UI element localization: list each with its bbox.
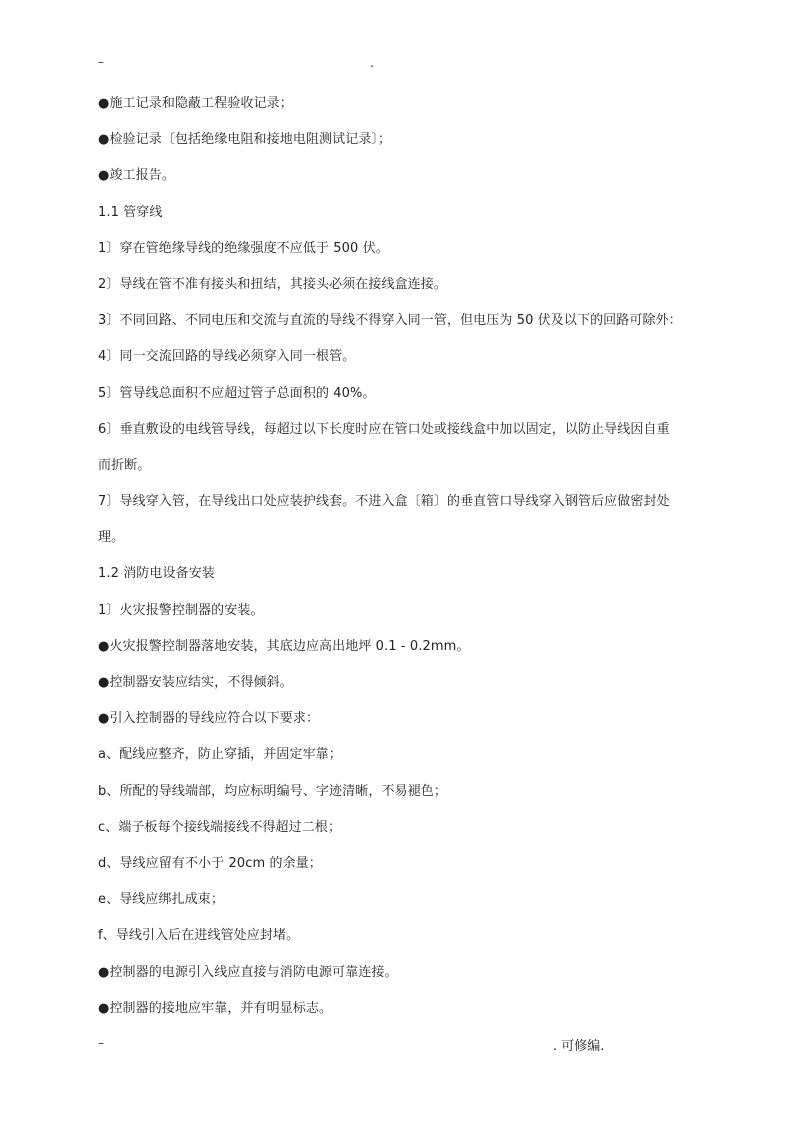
footer-editable-note: . 可修编.	[553, 1039, 605, 1054]
header-left-mark: –	[98, 55, 104, 69]
item-4-ac-circuit: 4〕同一交流回路的导线必须穿入同一根管。	[98, 349, 356, 365]
bullet-construction-records: ●施工记录和隐蔽工程验收记录；	[98, 96, 293, 111]
item-2-no-joints: 2〕导线在管不准有接头和扭结，其接头必须在接线盒连接。	[98, 276, 447, 292]
bullet-floor-mount: ●火灾报警控制器落地安装，其底边应高出地坪 0.1 - 0.2mm。	[98, 638, 470, 654]
item-6-vertical: 6〕垂直敷设的电线管导线，每超过以下长度时应在管口处或接线盒中加以固定，以防止导线因自重	[98, 421, 670, 437]
item-1-controller: 1〕火灾报警控制器的安装。	[98, 602, 264, 618]
item-1-insulation: 1〕穿在管绝缘导线的绝缘强度不应低于 500 伏。	[98, 240, 389, 256]
bullet-inspection-records: ●检验记录〔包括绝缘电阻和接地电阻测试记录〕；	[98, 132, 392, 148]
sub-item-a: a、配线应整齐，防止穿插，并固定牢靠；	[98, 747, 342, 763]
bullet-grounding: ●控制器的接地应牢靠，并有明显标志。	[98, 1000, 333, 1016]
item-6-vertical-cont: 而折断。	[98, 457, 151, 473]
sub-item-e: e、导线应绑扎成束；	[98, 892, 224, 908]
bullet-wire-requirements: ●引入控制器的导线应符合以下要求：	[98, 711, 320, 727]
sub-item-f: f、导线引入后在进线管处应封堵。	[98, 928, 300, 944]
item-3-circuits: 3〕不同回路、不同电压和交流与直流的导线不得穿入同一管，但电压为 50 伏及以下的回路可除外：	[98, 313, 682, 329]
item-7-bushing-cont: 理。	[98, 530, 125, 546]
sub-item-c: c、端子板每个接线端接线不得超过二根；	[98, 819, 342, 835]
section-heading-1-1: 1.1 管穿线	[98, 204, 163, 220]
bullet-completion-report: ●竣工报告。	[98, 168, 175, 184]
bullet-firm-install: ●控制器安装应结实，不得倾斜。	[98, 675, 293, 690]
document-body	[98, 86, 722, 1027]
item-5-area: 5〕管导线总面积不应超过管子总面积的 40%。	[98, 385, 376, 401]
sub-item-b: b、所配的导线端部，均应标明编号、字迹清晰，不易褪色；	[98, 783, 447, 799]
footer-left-mark: –	[98, 1036, 104, 1050]
bullet-power-supply: ●控制器的电源引入线应直接与消防电源可靠连接。	[98, 964, 398, 980]
section-heading-1-2: 1.2 消防电设备安装	[98, 566, 215, 582]
item-7-bushing: 7〕导线穿入管，在导线出口处应装护线套。不进入盒〔箱〕的垂直管口导线穿入钢管后应做密封处	[98, 494, 670, 510]
sub-item-d: d、导线应留有不小于 20cm 的余量；	[98, 855, 322, 871]
header-right-mark: .	[370, 56, 375, 71]
